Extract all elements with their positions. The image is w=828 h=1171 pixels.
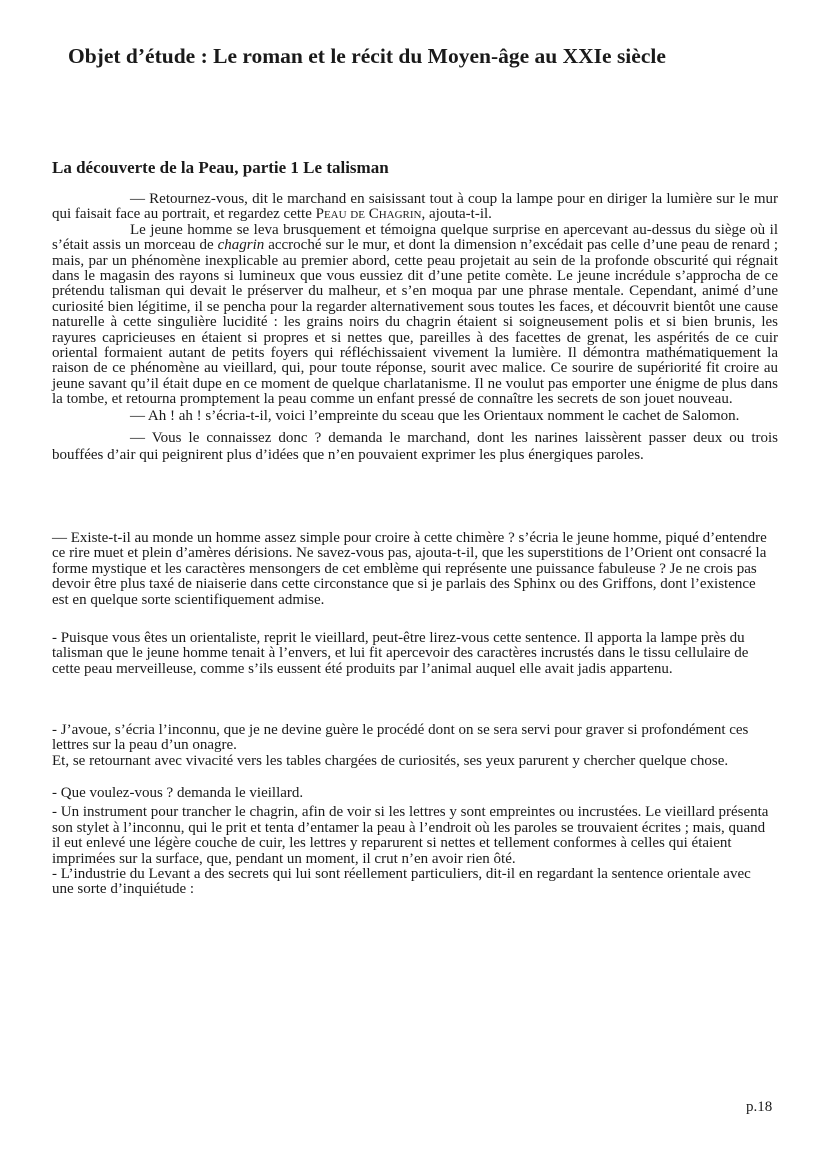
paragraph-5: — Existe-t-il au monde un homme assez simple pour croire à cette chimère ? s’écria le jeune homme, piqué d’entendre ce rire muet et plein d’amères dérisions. Ne savez-vous pas, ajouta-t-il, que les superstitions de l’Orient ont consacré la forme mystique et les caractères mensongers de cet emblème qui représente une puissance fabuleuse ? Je ne crois pas devoir être plus taxé de niaiserie dans cette circonstance que si je parlais des Sphinx ou des Griffons, dont l’existence est en quelque sorte scientifiquement admise.	[52, 530, 767, 608]
excerpt-block-1	[52, 192, 778, 464]
chagrin-italic: chagrin	[217, 237, 265, 254]
paragraph-1: — Retournez-vous, dit le marchand en saisissant tout à coup la lampe pour en diriger la lumière sur le mur qui faisait face au portrait, et regardez cette Peau de Chagrin, ajouta-t-il.	[52, 191, 778, 223]
paragraph-2: Le jeune homme se leva brusquement et témoigna quelque surprise en apercevant au-dessus du siège où il s’était assis un morceau de chagrin accroché sur le mur, et dont la dimension n’excédait pas celle d’une peau de renard ; mais, par un phénomène inexplicable au premier abord, cette peau projetait au sein de la profonde obscurité qui régnait dans le magasin des rayons si lumineux que vous eussiez dit d’une petite comète. Le jeune incrédule s’approcha de ce prétendu talisman qui devait le préserver du malheur, et s’en moqua par une phrase mentale. Cependant, animé d’une curiosité bien légitime, il se pencha pour la regarder alternativement sous toutes les faces, et découvrit bientôt une cause naturelle à cette singulière lucidité : les grains noirs du chagrin étaient si soigneusement polis et si bien brunis, les rayures capricieuses en étaient si propres et si nettes que, pareilles à des facettes de grenat, les aspérités de ce cuir oriental formaient autant de petits foyers qui réfléchissaient vivement la lumière. Il démontra mathématiquement la raison de ce phénomène au vieillard, qui, pour toute réponse, sourit avec malice. Ce sourire de supériorité fit croire au jeune savant qu’il était dupe en ce moment de quelque charlatanisme. Il ne voulut pas emporter une énigme de plus dans la tombe, et retourna promptement la peau comme un enfant pressé de connaître les secrets de son jouet nouveau.	[52, 221, 779, 408]
excerpt-block-3	[52, 631, 772, 677]
paragraph-11: - L’industrie du Levant a des secrets qui lui sont réellement particuliers, dit-il en regardant la sentence orientale avec une sorte d’inquiétude :	[52, 866, 751, 898]
paragraph-9: - Que voulez-vous ? demanda le vieillard.	[52, 785, 304, 801]
excerpt-block-4	[52, 723, 782, 769]
peau-de-chagrin-smallcaps: Peau de Chagrin	[315, 206, 422, 223]
paragraph-6: - Puisque vous êtes un orientaliste, reprit le vieillard, peut-être lirez-vous cette sentence. Il apporta la lampe près du talisman que le jeune homme tenait à l’envers, et lui fit apercevoir des caractères incrustés dans le tissu cellulaire de cette peau merveilleuse, comme s’ils eussent été produits par l’animal auquel elle avait jadis appartenu.	[52, 630, 749, 677]
paragraph-4: — Vous le connaissez donc ? demanda le marchand, dont les narines laissèrent passer deux ou trois bouffées d’air qui peignirent plus d’idées que n’en pouvaient exprimer les plus énergiques paroles.	[52, 430, 778, 464]
section-title-rest: , partie 1 Le talisman	[234, 158, 389, 177]
page-number: p.18	[746, 1099, 773, 1115]
paragraph-10: - Un instrument pour trancher le chagrin, afin de voir si les lettres y sont empreintes ou incrustées. Le vieillard présenta son stylet à l’inconnu, qui le prit et tenta d’entamer la peau à l’endroit où les paroles se trouvaient écrites ; mais, quand il eut enlevé une légère couche de cuir, les lettres y reparurent si nettes et tellement conformes à celles qui étaient imprimées sur la surface, que, pendant un moment, il crut n’en avoir rien ôté.	[52, 804, 769, 867]
section-heading	[52, 158, 389, 178]
paragraph-7: - J’avoue, s’écria l’inconnu, que je ne devine guère le procédé dont on se sera servi pour graver si profondément ces lettres sur la peau d’un onagre.	[52, 722, 749, 754]
page-title: Objet d’étude : Le roman et le récit du Moyen-âge au XXIe siècle	[68, 44, 666, 68]
excerpt-block-2	[52, 531, 772, 608]
paragraph-3: — Ah ! ah ! s’écria-t-il, voici l’empreinte du sceau que les Orientaux nomment le cachet de Salomon.	[130, 407, 740, 424]
paragraph-8: Et, se retournant avec vivacité vers les tables chargées de curiosités, ses yeux parurent y chercher quelque chose.	[52, 752, 729, 769]
section-title-bold: La découverte de la Peau	[52, 158, 235, 177]
excerpt-block-5	[52, 786, 772, 898]
